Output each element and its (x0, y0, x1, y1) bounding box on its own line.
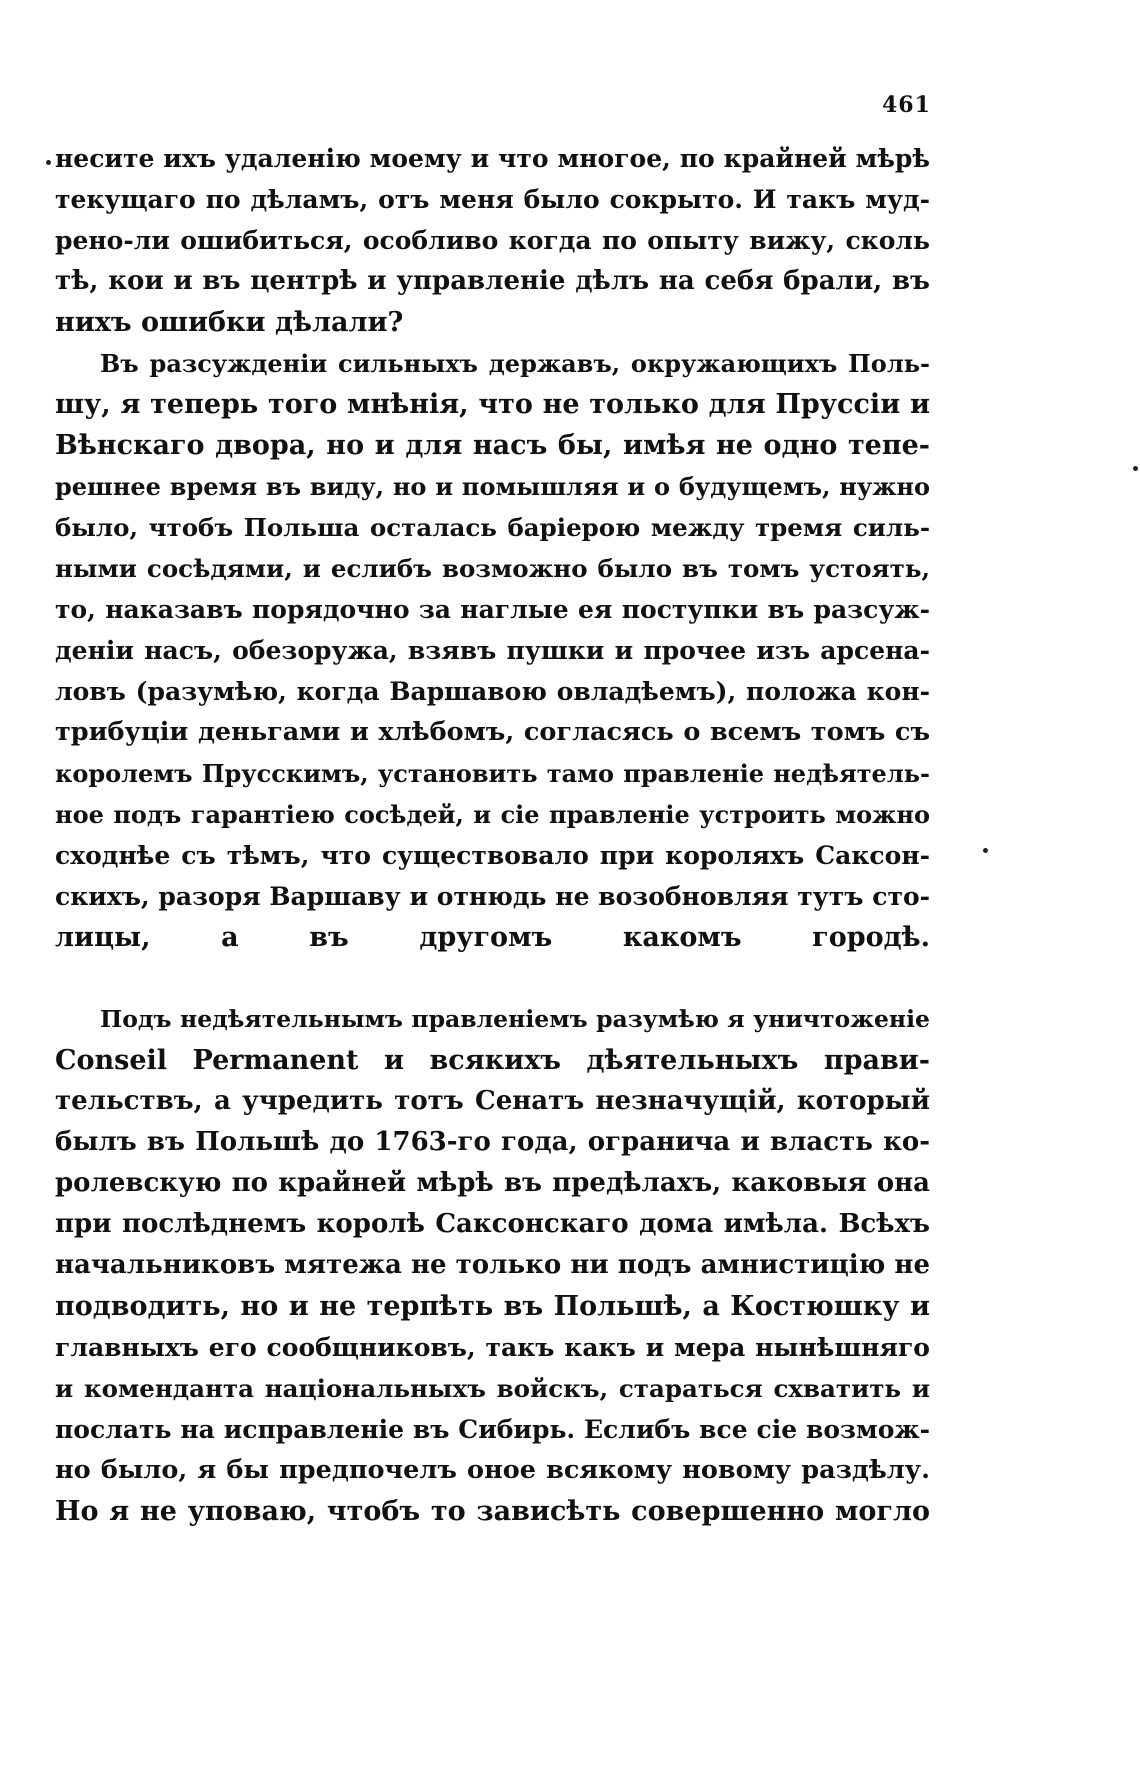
text-line: начальниковъ мятежа не только ни подъ амнистицію не (55, 1250, 930, 1280)
text-line (55, 958, 930, 999)
text-line: Въ разсужденіи сильныхъ державъ, окружающихъ Поль- (100, 349, 930, 378)
text-line: послать на исправленіе въ Сибирь. Еслибъ все сіе возмож- (55, 1415, 930, 1444)
text-line: тѣ, кои и въ центрѣ и управленіе дѣлъ на себя брали, въ (55, 266, 930, 296)
text-line: скихъ, разоря Варшаву и отнюдь не возобновляя тутъ сто- (55, 882, 930, 911)
text-line: нихъ ошибки дѣлали? (55, 307, 404, 338)
text-line: шу, я теперь того мнѣнія, что не только для Пруссіи и (55, 389, 930, 420)
text-line: Подъ недѣятельнымъ правленіемъ разумѣю я уничтоженіе (100, 1005, 930, 1033)
text-line: Но я не уповаю, чтобъ то зависѣть совершенно могло (55, 1496, 930, 1527)
text-line: но было, я бы предпочелъ оное всякому новому раздѣлу. (55, 1455, 930, 1485)
paragraph-1 (55, 138, 930, 343)
text-body (55, 138, 930, 1532)
text-line: текущаго по дѣламъ, отъ меня было сокрыто. И такъ муд- (55, 185, 930, 214)
print-mark (983, 848, 988, 853)
text-line: тельствъ, а учредить тотъ Сенатъ незначущій, который (55, 1086, 930, 1116)
text-line: деніи насъ, обезоружа, взявъ пушки и прочее изъ арсена- (55, 636, 930, 665)
text-line: былъ въ Польшѣ до 1763-го года, ограничa и власть ко- (55, 1127, 930, 1157)
text-line: лицы, а въ другомъ какомъ городѣ. (55, 922, 930, 953)
text-line: ное подъ гарантіею сосѣдей, и сіе правленіе устроить можно (55, 800, 930, 829)
text-line: Conseil Permanent и всякихъ дѣятельныхъ прави- (55, 1045, 930, 1076)
text-line: подводить, но и не терпѣть въ Польшѣ, а Костюшку и (55, 1291, 930, 1322)
page-number: 461 (882, 92, 931, 118)
text-line: ными сосѣдями, и еслибъ возможно было въ томъ устоять, (55, 554, 930, 583)
text-line: главныхъ его сообщниковъ, такъ какъ и мера нынѣшняго (55, 1333, 930, 1362)
text-line: Вѣнскаго двора, но и для насъ бы, имѣя не одно тепе- (55, 430, 930, 461)
text-line: при послѣднемъ королѣ Саксонскаго дома имѣла. Всѣхъ (55, 1209, 930, 1239)
text-line: сходнѣе съ тѣмъ, что существовало при короляхъ Саксон- (55, 841, 930, 870)
text-line: ролевскую по крайней мѣрѣ въ предѣлахъ, каковыя она (55, 1168, 930, 1198)
text-line: рено-ли ошибиться, особливо когда по опыту вижу, сколь (55, 226, 930, 255)
text-line: то, наказавъ порядочно за наглые ея поступки въ разсуж- (55, 595, 930, 624)
paragraph-2 (55, 343, 930, 999)
print-mark (46, 160, 51, 165)
text-line: трибуціи деньгами и хлѣбомъ, согласясь о всемъ томъ съ (55, 717, 930, 747)
text-line: ловъ (разумѣю, когда Варшавою овладѣемъ), положа кон- (55, 677, 930, 706)
print-mark (1133, 466, 1138, 471)
paragraph-3 (55, 999, 930, 1532)
text-line: королемъ Прусскимъ, установить тамо правленіе недѣятель- (55, 759, 930, 788)
text-line: и коменданта національныхъ войскъ, стараться схватить и (55, 1374, 930, 1403)
text-line: было, чтобъ Польша осталась баріерою между тремя силь- (55, 513, 930, 542)
text-line: решнее время въ виду, но и помышляя и о будущемъ, нужно (55, 472, 930, 501)
text-line: несите ихъ удаленію моему и что многое, по крайней мѣрѣ (55, 144, 930, 173)
